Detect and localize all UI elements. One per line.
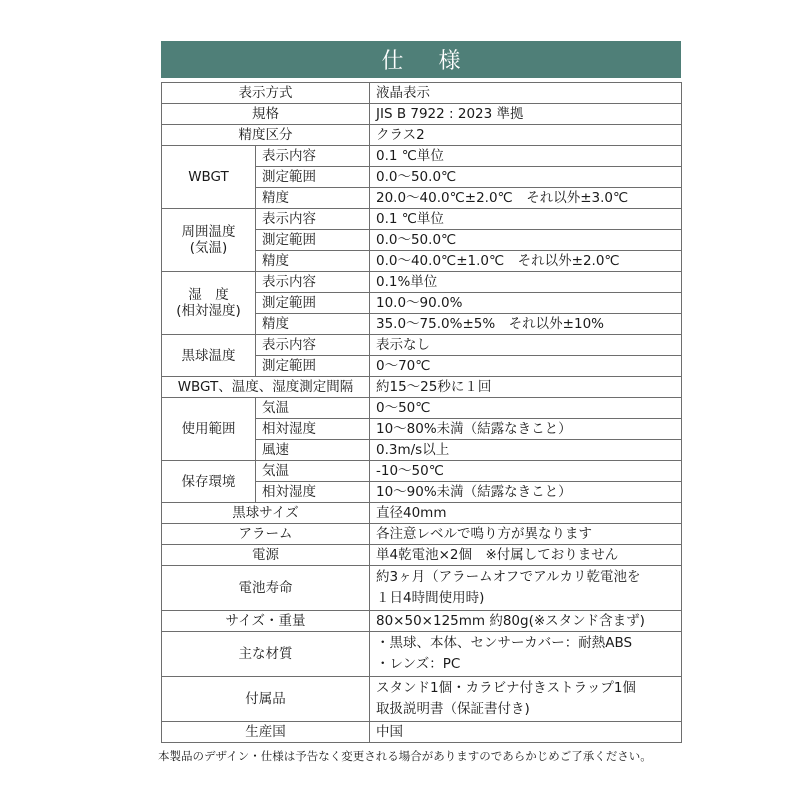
row-value: 約15〜25秒に１回 [370,377,682,398]
sub-label: 気温 [256,461,370,482]
value-line: ・レンズ：PC [376,656,461,672]
row-value: 表示なし [370,335,682,356]
table-row [162,398,682,419]
row-value: 0.1 ℃単位 [370,209,682,230]
row-value: 80×50×125mm 約80g(※スタンド含まず) [370,611,682,632]
row-value [370,632,682,677]
sub-label: 精度 [256,314,370,335]
group-label-globe-temp: 黒球温度 [162,335,256,377]
table-row [162,125,682,146]
row-value: 0.3m/s以上 [370,440,682,461]
row-label: 生産国 [162,722,370,743]
sub-label: 測定範囲 [256,356,370,377]
group-label-operating-range: 使用範囲 [162,398,256,461]
table-row [162,83,682,104]
group-label-line: (気温) [189,240,228,256]
row-value: JIS B 7922 : 2023 準拠 [370,104,682,125]
group-label-ambient-temp [162,209,256,272]
row-label: サイズ・重量 [162,611,370,632]
row-label: 付属品 [162,677,370,722]
row-label: 電源 [162,545,370,566]
table-row [162,209,682,230]
group-label-line: 周囲温度 [181,224,236,240]
row-value: -10〜50℃ [370,461,682,482]
sub-label: 相対湿度 [256,482,370,503]
footnote: 本製品のデザイン・仕様は予告なく変更される場合がありますのであらかじめご了承ください。 [158,749,652,763]
value-line: 約3ヶ月（アラームオフでアルカリ乾電池を [376,569,641,585]
group-label-storage: 保存環境 [162,461,256,503]
value-line: １日4時間使用時) [376,590,485,606]
row-value: 35.0〜75.0%±5% それ以外±10% [370,314,682,335]
sub-label: 気温 [256,398,370,419]
row-value: 10.0〜90.0% [370,293,682,314]
table-row [162,524,682,545]
table-row [162,632,682,677]
table-row [162,545,682,566]
row-value: 0.0〜40.0℃±1.0℃ それ以外±2.0℃ [370,251,682,272]
row-value: 各注意レベルで鳴り方が異なります [370,524,682,545]
row-value: 0.1%単位 [370,272,682,293]
row-value: 単4乾電池×2個 ※付属しておりません [370,545,682,566]
sub-label: 精度 [256,251,370,272]
table-row [162,566,682,611]
row-label: WBGT、温度、湿度測定間隔 [162,377,370,398]
table-row [162,722,682,743]
sub-label: 表示内容 [256,209,370,230]
row-value [370,677,682,722]
sub-label: 測定範囲 [256,230,370,251]
table-row [162,104,682,125]
row-value: 20.0〜40.0℃±2.0℃ それ以外±3.0℃ [370,188,682,209]
row-value: 中国 [370,722,682,743]
value-line: ・黒球、本体、センサーカバー：耐熱ABS [376,635,633,651]
group-label-line: (相対湿度) [176,303,241,319]
table-row [162,611,682,632]
row-label: アラーム [162,524,370,545]
row-value: 0〜50℃ [370,398,682,419]
row-value: 直径40mm [370,503,682,524]
table-row [162,146,682,167]
value-line: スタンド1個・カラビナ付きストラップ1個 [376,680,636,696]
row-value: 0.0〜50.0℃ [370,167,682,188]
sub-label: 表示内容 [256,146,370,167]
spec-title: 仕 様 [161,41,681,78]
sub-label: 精度 [256,188,370,209]
row-label: 黒球サイズ [162,503,370,524]
table-row [162,377,682,398]
table-row [162,335,682,356]
row-value [370,566,682,611]
row-label: 規格 [162,104,370,125]
sub-label: 相対湿度 [256,419,370,440]
table-row [162,503,682,524]
spec-table [161,82,682,743]
row-value: 10〜90%未満（結露なきこと） [370,482,682,503]
group-label-humidity [162,272,256,335]
sub-label: 表示内容 [256,335,370,356]
row-value: 10〜80%未満（結露なきこと） [370,419,682,440]
sub-label: 表示内容 [256,272,370,293]
group-label-line: 湿 度 [188,287,229,303]
row-label: 表示方式 [162,83,370,104]
sub-label: 風速 [256,440,370,461]
row-value: クラス2 [370,125,682,146]
sub-label: 測定範囲 [256,293,370,314]
group-label-wbgt: WBGT [162,146,256,209]
row-value: 0.1 ℃単位 [370,146,682,167]
row-label: 電池寿命 [162,566,370,611]
table-row [162,461,682,482]
row-value: 液晶表示 [370,83,682,104]
value-line: 取扱説明書（保証書付き) [376,701,530,717]
row-value: 0.0〜50.0℃ [370,230,682,251]
row-label: 主な材質 [162,632,370,677]
row-value: 0〜70℃ [370,356,682,377]
table-row [162,272,682,293]
sub-label: 測定範囲 [256,167,370,188]
row-label: 精度区分 [162,125,370,146]
table-row [162,677,682,722]
